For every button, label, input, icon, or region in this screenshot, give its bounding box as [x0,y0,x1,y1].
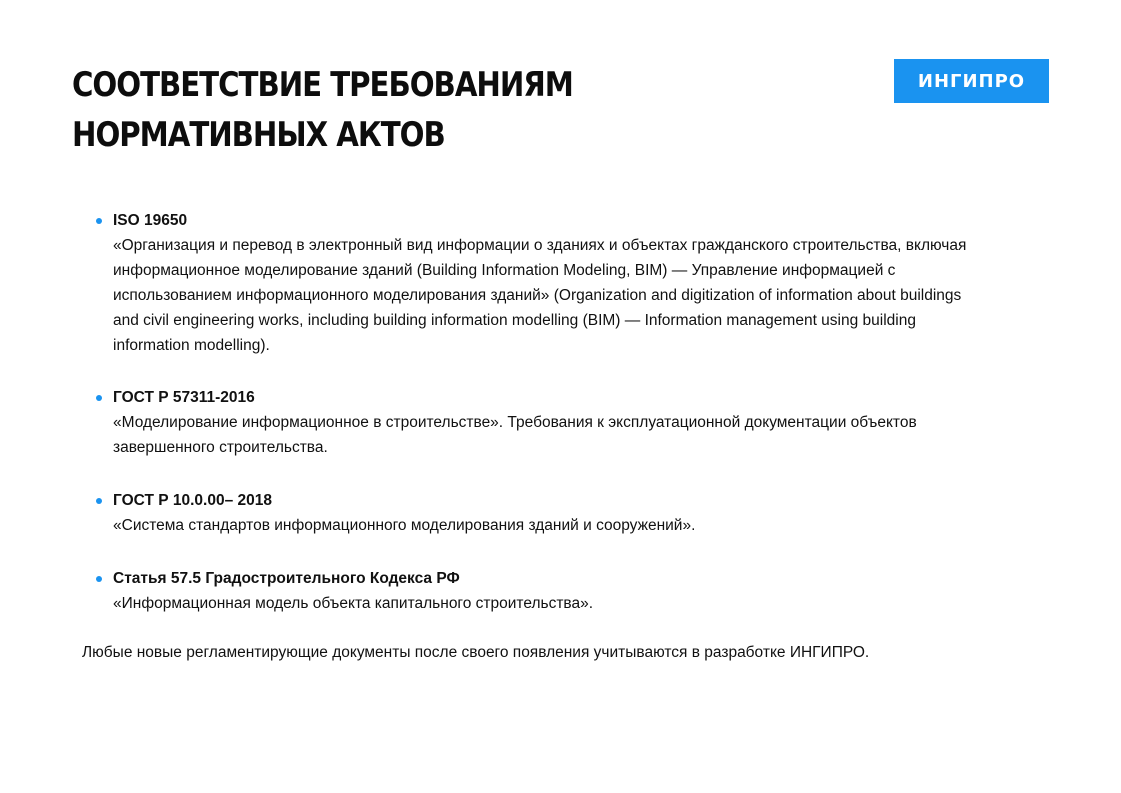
standard-description: «Система стандартов информационного моделирования зданий и сооружений». [113,517,696,534]
standard-code: ISO 19650 [113,212,188,229]
list-item [92,566,972,616]
standards-list [92,208,972,616]
standard-code: ГОСТ Р 10.0.00– 2018 [113,492,272,509]
standard-code: Статья 57.5 Градостроительного Кодекса РФ [113,570,460,587]
list-item [92,385,972,460]
bullet-icon [96,576,102,582]
footer-note: Любые новые регламентирующие документы после своего появления учитываются в разработке ИНГИПРО. [82,644,870,661]
standard-code: ГОСТ Р 57311-2016 [113,389,255,406]
company-logo [894,59,1049,103]
standard-description: «Информационная модель объекта капитального строительства». [113,595,594,612]
bullet-icon [96,395,102,401]
bullet-icon [96,218,102,224]
page-title [72,60,573,160]
page-title-line-2: НОРМАТИВНЫХ АКТОВ [72,115,445,155]
list-item [92,488,972,538]
company-logo-text: ИНГИПРО [917,70,1026,92]
bullet-icon [96,498,102,504]
page-title-line-1: СООТВЕТСТВИЕ ТРЕБОВАНИЯМ [72,65,573,105]
list-item [92,208,972,358]
standard-description: «Моделирование информационное в строительстве». Требования к эксплуатационной документации объектов завершенного строительства. [113,414,917,456]
standard-description: «Организация и перевод в электронный вид информации о зданиях и объектах гражданского строительства, включая информационное моделирование зданий (Building Information Modeling, BIM) — Управление информацией с использованием информационного моделирования зданий» (Organization and digitization of information about buildings and civil engineering works, including building information modelling (BIM) — Information management using building information modelling). [113,237,967,354]
